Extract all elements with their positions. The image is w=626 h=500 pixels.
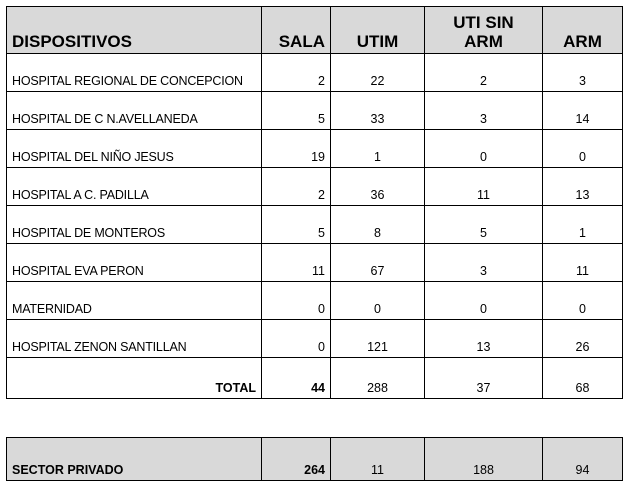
row-arm: 1 <box>543 206 623 244</box>
row-name: MATERNIDAD <box>7 282 262 320</box>
row-utim: 8 <box>331 206 425 244</box>
row-sala: 0 <box>262 282 331 320</box>
header-uti-sin-arm <box>425 7 543 54</box>
private-arm: 94 <box>543 438 623 481</box>
row-arm: 3 <box>543 54 623 92</box>
header-uti-sin-arm-line2: ARM <box>464 32 503 51</box>
header-sala: SALA <box>262 7 331 54</box>
total-arm: 68 <box>543 358 623 399</box>
row-utim: 1 <box>331 130 425 168</box>
row-utim: 33 <box>331 92 425 130</box>
row-uti-sin-arm: 3 <box>425 92 543 130</box>
row-uti-sin-arm: 2 <box>425 54 543 92</box>
private-sector-row <box>7 438 623 481</box>
table-row <box>7 206 623 244</box>
row-sala: 0 <box>262 320 331 358</box>
header-uti-sin-arm-line1: UTI SIN <box>453 13 514 32</box>
header-row <box>7 7 623 54</box>
private-sector-table <box>6 437 623 481</box>
total-row <box>7 358 623 399</box>
row-utim: 22 <box>331 54 425 92</box>
table-row <box>7 92 623 130</box>
row-uti-sin-arm: 0 <box>425 282 543 320</box>
row-name: HOSPITAL DE MONTEROS <box>7 206 262 244</box>
row-sala: 2 <box>262 54 331 92</box>
row-name: HOSPITAL EVA PERON <box>7 244 262 282</box>
row-name: HOSPITAL ZENON SANTILLAN <box>7 320 262 358</box>
row-uti-sin-arm: 5 <box>425 206 543 244</box>
row-arm: 26 <box>543 320 623 358</box>
row-uti-sin-arm: 0 <box>425 130 543 168</box>
row-utim: 36 <box>331 168 425 206</box>
total-sala: 44 <box>262 358 331 399</box>
row-sala: 11 <box>262 244 331 282</box>
row-name: HOSPITAL A C. PADILLA <box>7 168 262 206</box>
row-sala: 2 <box>262 168 331 206</box>
total-utim: 288 <box>331 358 425 399</box>
header-arm: ARM <box>543 7 623 54</box>
total-uti-sin-arm: 37 <box>425 358 543 399</box>
row-name: HOSPITAL DE C N.AVELLANEDA <box>7 92 262 130</box>
row-utim: 0 <box>331 282 425 320</box>
private-uti-sin-arm: 188 <box>425 438 543 481</box>
total-label: TOTAL <box>7 358 262 399</box>
table-row <box>7 244 623 282</box>
row-uti-sin-arm: 13 <box>425 320 543 358</box>
table-row <box>7 54 623 92</box>
header-dispositivos: DISPOSITIVOS <box>7 7 262 54</box>
row-uti-sin-arm: 11 <box>425 168 543 206</box>
row-arm: 0 <box>543 130 623 168</box>
row-sala: 5 <box>262 92 331 130</box>
row-arm: 0 <box>543 282 623 320</box>
private-sala: 264 <box>262 438 331 481</box>
header-utim: UTIM <box>331 7 425 54</box>
row-name: HOSPITAL REGIONAL DE CONCEPCION <box>7 54 262 92</box>
row-arm: 14 <box>543 92 623 130</box>
devices-table <box>6 6 623 399</box>
table-row <box>7 320 623 358</box>
row-name: HOSPITAL DEL NIÑO JESUS <box>7 130 262 168</box>
table-row <box>7 282 623 320</box>
row-uti-sin-arm: 3 <box>425 244 543 282</box>
table-row <box>7 168 623 206</box>
table-row <box>7 130 623 168</box>
row-utim: 67 <box>331 244 425 282</box>
row-arm: 13 <box>543 168 623 206</box>
private-label: SECTOR PRIVADO <box>7 438 262 481</box>
row-sala: 5 <box>262 206 331 244</box>
private-utim: 11 <box>331 438 425 481</box>
row-utim: 121 <box>331 320 425 358</box>
row-sala: 19 <box>262 130 331 168</box>
row-arm: 11 <box>543 244 623 282</box>
